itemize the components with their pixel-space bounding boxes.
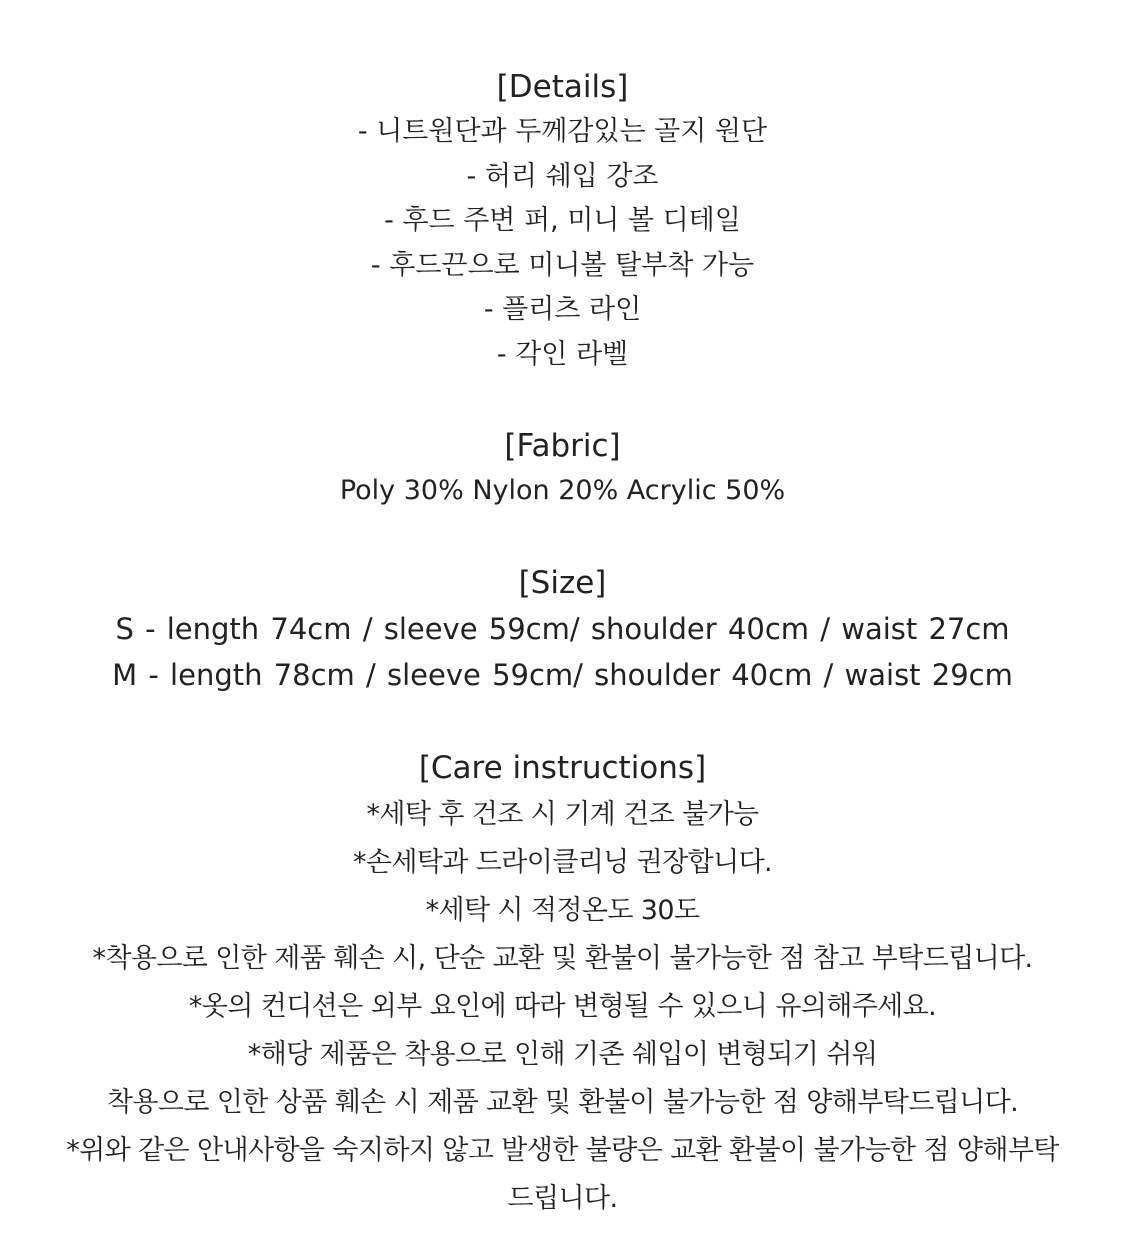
size-section (0, 560, 1125, 699)
section-spacer (0, 699, 1125, 745)
care-line: *해당 제품은 착용으로 인해 기존 쉐입이 변형되기 쉬워 (247, 1038, 878, 1070)
details-line: - 니트원단과 두께감있는 골지 원단 (357, 116, 768, 147)
fabric-section (0, 423, 1125, 514)
size-line-s: S - length 74cm / sleeve 59cm/ shoulder 40cm / waist 27cm (115, 611, 1010, 646)
section-spacer (0, 514, 1125, 560)
details-heading: [Details] (496, 69, 629, 105)
care-line: *손세탁과 드라이클리닝 권장합니다. (352, 846, 773, 878)
section-spacer (0, 377, 1125, 423)
size-line-m: M - length 78cm / sleeve 59cm/ shoulder 40cm / waist 29cm (112, 658, 1013, 692)
care-line: *위와 같은 안내사항을 숙지하지 않고 발생한 불량은 교환 환불이 불가능한 점 양해부탁 (66, 1134, 1059, 1166)
care-line: 착용으로 인한 상품 훼손 시 제품 교환 및 환불이 불가능한 점 양해부탁드립니다. (106, 1086, 1019, 1118)
details-line: - 각인 라벨 (496, 338, 629, 370)
care-line: *세탁 후 건조 시 기계 건조 불가능 (366, 798, 759, 830)
care-heading: [Care instructions] (418, 749, 707, 786)
care-line: *착용으로 인한 제품 훼손 시, 단순 교환 및 환불이 불가능한 점 참고 부탁드립니다. (92, 942, 1033, 974)
fabric-heading: [Fabric] (504, 428, 621, 464)
care-line: *옷의 컨디션은 외부 요인에 따라 변형될 수 있으니 유의해주세요. (188, 990, 937, 1022)
details-line: - 플리츠 라인 (483, 294, 642, 325)
care-line: *세탁 시 적정온도 30도 (425, 894, 700, 926)
details-line: - 후드 주변 퍼, 미니 볼 디테일 (384, 205, 741, 236)
details-line: - 후드끈으로 미니볼 탈부착 가능 (370, 249, 755, 281)
details-line: - 허리 쉐입 강조 (466, 160, 659, 192)
care-line: 드립니다. (507, 1182, 618, 1214)
fabric-composition: Poly 30% Nylon 20% Acrylic 50% (339, 475, 786, 506)
size-heading: [Size] (518, 564, 607, 601)
care-section (0, 745, 1125, 1223)
details-section (0, 64, 1125, 377)
